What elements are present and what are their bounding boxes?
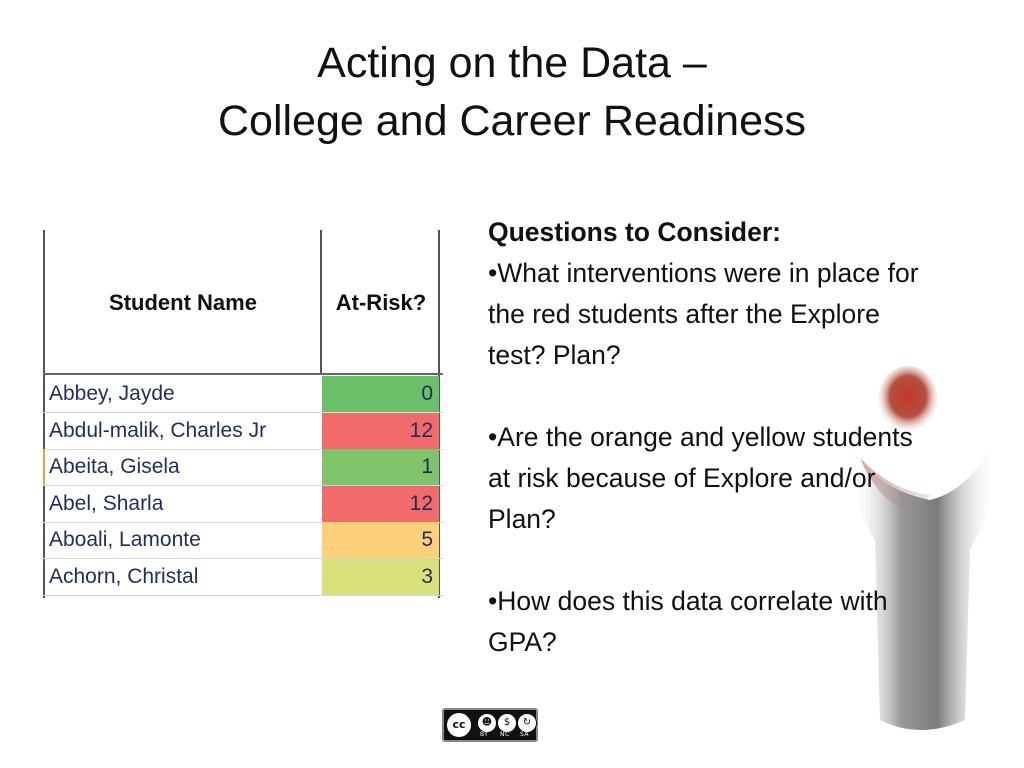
table-row: [43, 413, 443, 450]
header-student-name: Student Name: [109, 289, 257, 315]
creative-commons-license-badge: [442, 708, 538, 742]
table-row: [43, 522, 443, 559]
student-name-cell: Abdul-malik, Charles Jr: [49, 419, 267, 442]
student-name-cell: Aboali, Lamonte: [49, 528, 201, 551]
by-label: BY: [480, 731, 489, 738]
table-row: [43, 376, 443, 413]
spreadsheet-table: [43, 230, 443, 598]
slide-title: [0, 34, 1024, 150]
table-row: [43, 486, 443, 523]
at-risk-cell: 1: [322, 449, 439, 485]
at-risk-cell: 12: [322, 413, 439, 449]
header-divider: [43, 373, 443, 375]
student-name-cell: Abel, Sharla: [49, 492, 164, 515]
at-risk-cell: 0: [322, 376, 439, 412]
person-icon: ☻: [477, 713, 497, 733]
question-bullet: •What interventions were in place for the red students after the Explore test? Plan?: [488, 258, 919, 370]
table-row: [43, 449, 443, 486]
at-risk-cell: 5: [322, 522, 439, 558]
sa-label: SA: [520, 731, 530, 738]
student-name-cell: Abeita, Gisela: [49, 455, 180, 478]
questions-panel: [488, 212, 938, 663]
slide-title-line-2: College and Career Readiness: [217, 97, 807, 145]
cell-marker: [43, 449, 45, 485]
no-dollar-icon: $: [497, 713, 517, 733]
share-alike-icon: ↻: [517, 713, 537, 733]
student-name-cell: Achorn, Christal: [49, 565, 199, 588]
questions-heading: Questions to Consider:: [488, 217, 781, 247]
question-bullet: •Are the orange and yellow students at risk because of Explore and/or Plan?: [488, 422, 913, 534]
table-row: [43, 559, 443, 596]
question-bullet: •How does this data correlate with GPA?: [488, 586, 888, 657]
table-header: [45, 230, 441, 375]
slide-title-line-1: Acting on the Data –: [317, 39, 707, 87]
at-risk-cell: 3: [322, 559, 439, 595]
cc-icon: cc: [447, 713, 471, 737]
header-at-risk: At-Risk?: [335, 289, 427, 315]
nc-label: NC: [500, 731, 510, 738]
at-risk-cell: 12: [322, 486, 439, 522]
student-name-cell: Abbey, Jayde: [49, 382, 175, 405]
